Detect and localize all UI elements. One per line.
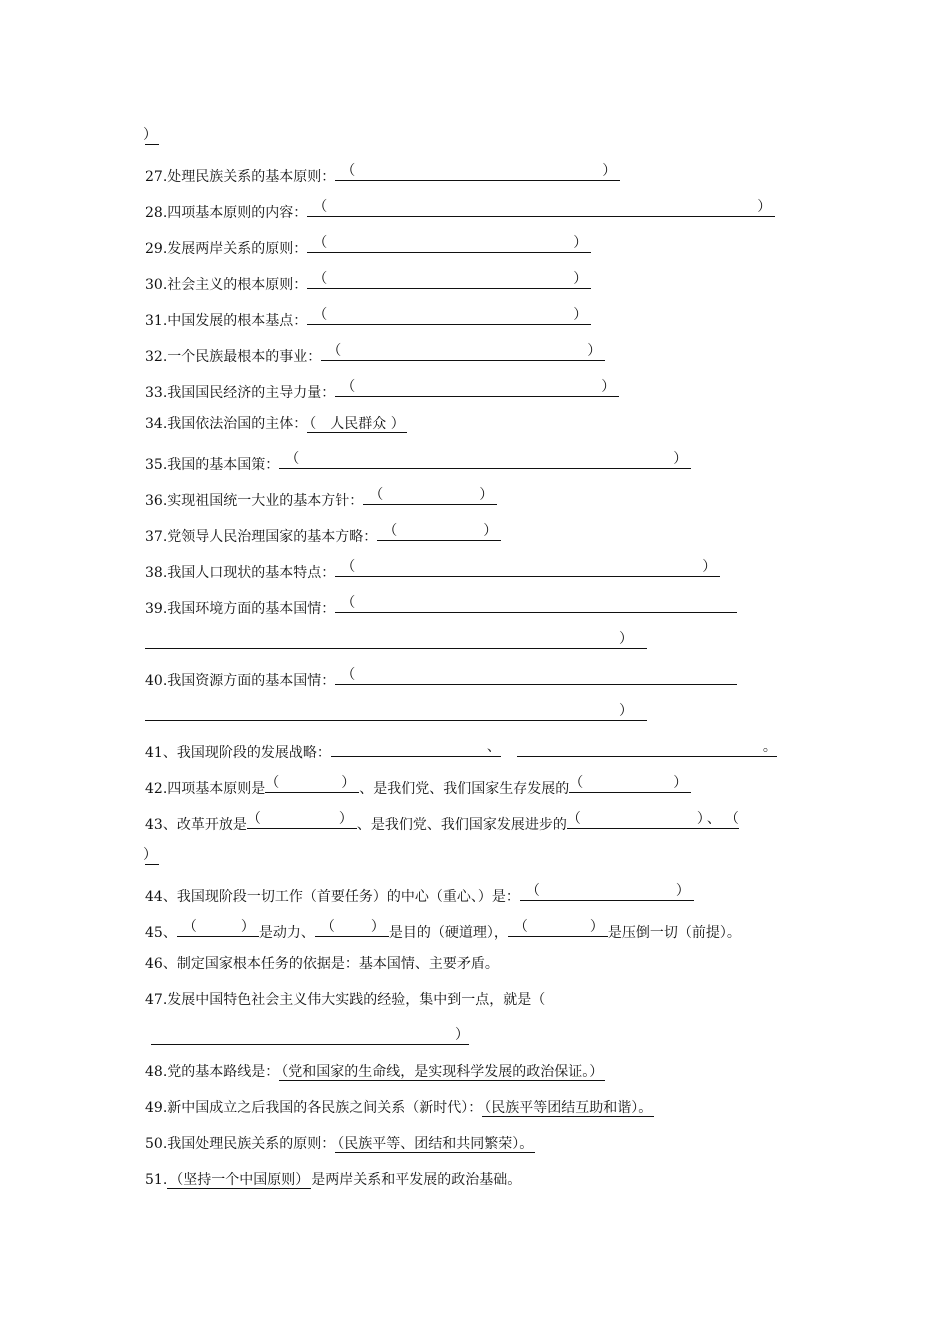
question-49 — [145, 1098, 654, 1118]
question-46 — [145, 954, 499, 974]
question-text: 、是我们党、我们国家生存发展的 — [359, 781, 570, 797]
question-39-continued — [145, 630, 647, 655]
answer-blank-1[interactable]: 、 — [331, 738, 501, 757]
question-text: 、是我们党、我们国家发展进步的 — [356, 817, 567, 833]
question-43 — [145, 810, 739, 835]
answer-blank[interactable]: （ ） — [307, 306, 591, 325]
question-36 — [145, 486, 497, 511]
question-label: 37.党领导人民治理国家的基本方略： — [145, 529, 378, 545]
question-label: 40.我国资源方面的基本国情： — [145, 673, 336, 689]
question-38 — [145, 558, 720, 583]
answer-blank[interactable]: （ ） — [335, 162, 620, 181]
question-text: 47.发展中国特色社会主义伟大实践的经验，集中到一点，就是（ — [145, 992, 546, 1008]
question-number: 51. — [145, 1172, 168, 1188]
answer-blank-3[interactable]: （ ） — [508, 918, 608, 937]
question-47 — [145, 990, 545, 1010]
answer-blank[interactable]: （ ） — [377, 522, 501, 541]
question-label: 39.我国环境方面的基本国情： — [145, 601, 336, 617]
answer-blank[interactable]: （ ） — [307, 270, 591, 289]
question-27 — [145, 162, 620, 187]
answer-blank[interactable]: （ ） — [363, 486, 497, 505]
question-42 — [145, 774, 691, 799]
answer-filled: （ 人民群众 ） — [309, 416, 405, 432]
answer-blank-2[interactable]: （ ） 、 （ — [566, 811, 739, 827]
question-50 — [145, 1134, 535, 1154]
blank[interactable]: ） — [143, 127, 157, 143]
answer-blank-2[interactable]: （ ） — [315, 918, 389, 937]
question-41 — [145, 738, 777, 763]
question-37 — [145, 522, 501, 547]
answer-blank-continued[interactable]: ） — [145, 630, 647, 649]
question-text: 是动力、 — [258, 925, 315, 941]
question-label: 50.我国处理民族关系的原则： — [145, 1136, 336, 1152]
question-text: 46、制定国家根本任务的依据是：基本国情、主要矛盾。 — [145, 956, 499, 972]
question-text: 42.四项基本原则是 — [145, 781, 266, 797]
answer-blank[interactable]: （ ） — [321, 342, 605, 361]
question-text: 是压倒一切（前提）。 — [607, 925, 741, 941]
question-43-continued — [145, 846, 159, 871]
question-47-continued — [145, 1026, 469, 1051]
question-label: 31.中国发展的根本基点： — [145, 313, 308, 329]
answer-filled: （党和国家的生命线，是实现科学发展的政治保证。） — [281, 1064, 604, 1080]
answer-filled: （民族平等团结互助和谐）。 — [484, 1100, 653, 1116]
answer-blank-2[interactable]: （ ） — [569, 774, 691, 793]
question-33 — [145, 378, 619, 403]
answer-blank-1[interactable]: （ ） — [177, 918, 259, 937]
question-label: 32.一个民族最根本的事业： — [145, 349, 322, 365]
answer-filled: （坚持一个中国原则） — [169, 1172, 310, 1188]
question-label: 34.我国依法治国的主体： — [145, 416, 308, 432]
question-label: 44、我国现阶段一切工作（首要任务）的中心（重心、）是： — [145, 889, 520, 905]
question-label: 36.实现祖国统一大业的基本方针： — [145, 493, 364, 509]
question-label: 27.处理民族关系的基本原则： — [145, 169, 336, 185]
answer-blank[interactable]: （ — [335, 594, 737, 613]
question-label: 49.新中国成立之后我国的各民族之间关系（新时代）： — [145, 1100, 483, 1116]
question-label: 33.我国国民经济的主导力量： — [145, 385, 336, 401]
answer-blank[interactable]: （ ） — [307, 198, 775, 217]
question-text: 43、改革开放是 — [145, 817, 247, 833]
question-48 — [145, 1062, 605, 1082]
answer-blank[interactable]: （ ） — [335, 378, 619, 397]
question-40 — [145, 666, 737, 691]
question-40-continued — [145, 702, 647, 727]
question-label: 48.党的基本路线是： — [145, 1064, 280, 1080]
question-30 — [145, 270, 591, 295]
question-label: 30.社会主义的根本原则： — [145, 277, 308, 293]
answer-blank-1[interactable]: （ ） — [265, 774, 359, 793]
question-51 — [145, 1170, 521, 1190]
answer-blank-2[interactable]: 。 — [517, 738, 777, 757]
question-35 — [145, 450, 691, 475]
answer-blank[interactable]: （ ） — [307, 234, 591, 253]
question-number: 45、 — [145, 925, 177, 941]
question-label: 29.发展两岸关系的原则： — [145, 241, 308, 257]
answer-blank[interactable]: ） — [151, 1026, 469, 1045]
question-label: 38.我国人口现状的基本特点： — [145, 565, 336, 581]
question-text: 是目的（硬道理）， — [388, 925, 508, 941]
answer-blank-continued[interactable]: ） — [143, 847, 157, 863]
line-continuation — [145, 126, 159, 151]
answer-blank[interactable]: （ ） — [335, 558, 720, 577]
question-29 — [145, 234, 591, 259]
question-32 — [145, 342, 605, 367]
answer-blank[interactable]: （ ） — [279, 450, 691, 469]
answer-blank-1[interactable]: （ ） — [247, 810, 357, 829]
question-label: 41、我国现阶段的发展战略： — [145, 745, 331, 761]
question-28 — [145, 198, 775, 223]
answer-blank[interactable]: （ — [335, 666, 737, 685]
question-label: 35.我国的基本国策： — [145, 457, 280, 473]
question-45 — [145, 918, 741, 943]
question-34 — [145, 414, 407, 434]
question-44 — [145, 882, 694, 907]
question-label: 28.四项基本原则的内容： — [145, 205, 308, 221]
question-31 — [145, 306, 591, 331]
question-39 — [145, 594, 737, 619]
question-text: 是两岸关系和平发展的政治基础。 — [311, 1172, 522, 1188]
answer-blank[interactable]: （ ） — [520, 882, 694, 901]
answer-blank-continued[interactable]: ） — [145, 702, 647, 721]
answer-filled: （民族平等、团结和共同繁荣）。 — [337, 1136, 534, 1152]
